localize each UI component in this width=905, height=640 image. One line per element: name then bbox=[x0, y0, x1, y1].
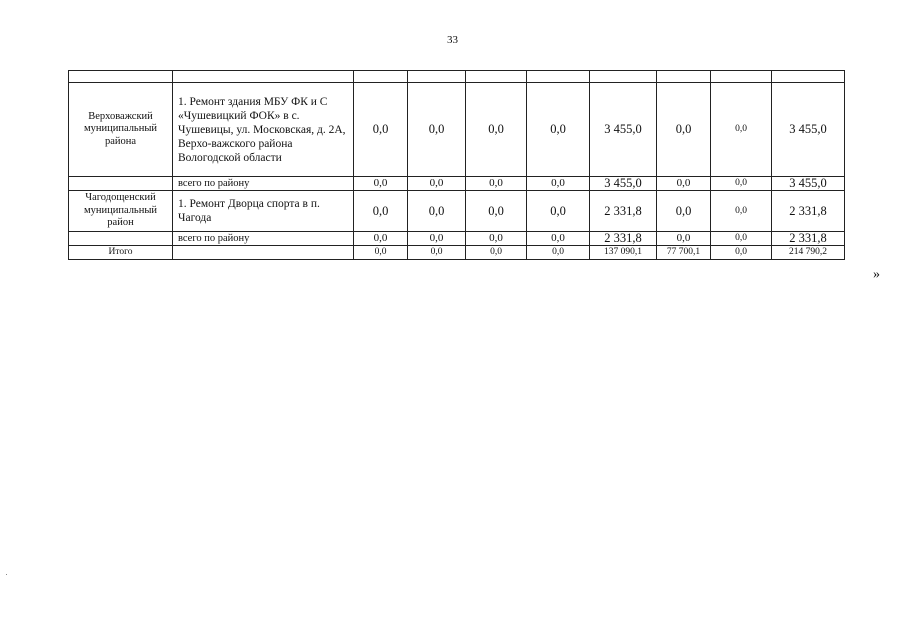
value-cell: 0,0 bbox=[466, 232, 527, 246]
value-cell: 214 790,2 bbox=[772, 246, 845, 260]
subtotal-row bbox=[69, 232, 845, 246]
value-cell: 0,0 bbox=[408, 232, 466, 246]
value-cell: 0,0 bbox=[657, 232, 711, 246]
district-cell: Чагодощенский муниципальный район bbox=[69, 191, 173, 232]
total-row bbox=[69, 246, 845, 260]
table-row bbox=[69, 191, 845, 232]
value-cell: 0,0 bbox=[527, 191, 590, 232]
value-cell: 0,0 bbox=[527, 177, 590, 191]
header-cell bbox=[590, 71, 657, 83]
value-cell: 0,0 bbox=[711, 191, 772, 232]
subtotal-label: всего по району bbox=[173, 177, 354, 191]
value-cell: 0,0 bbox=[466, 246, 527, 260]
value-cell: 0,0 bbox=[354, 246, 408, 260]
budget-table bbox=[68, 70, 845, 260]
value-cell: 0,0 bbox=[408, 83, 466, 177]
value-cell: 0,0 bbox=[354, 177, 408, 191]
header-cell bbox=[354, 71, 408, 83]
value-cell: 0,0 bbox=[466, 191, 527, 232]
table-row bbox=[69, 83, 845, 177]
empty-cell bbox=[69, 232, 173, 246]
closing-quote-mark: » bbox=[873, 267, 880, 282]
header-cell bbox=[173, 71, 354, 83]
header-cell bbox=[69, 71, 173, 83]
margin-dot bbox=[6, 574, 7, 575]
empty-cell bbox=[173, 246, 354, 260]
table-header-row bbox=[69, 71, 845, 83]
header-cell bbox=[772, 71, 845, 83]
value-cell: 0,0 bbox=[711, 246, 772, 260]
subtotal-row bbox=[69, 177, 845, 191]
value-cell: 0,0 bbox=[711, 83, 772, 177]
value-cell: 0,0 bbox=[354, 191, 408, 232]
header-cell bbox=[466, 71, 527, 83]
value-cell: 3 455,0 bbox=[590, 83, 657, 177]
value-cell: 2 331,8 bbox=[772, 191, 845, 232]
value-cell: 77 700,1 bbox=[657, 246, 711, 260]
value-cell: 2 331,8 bbox=[590, 232, 657, 246]
header-cell bbox=[408, 71, 466, 83]
header-cell bbox=[527, 71, 590, 83]
total-label: Итого bbox=[69, 246, 173, 260]
district-cell: Верховажский муниципальный района bbox=[69, 83, 173, 177]
value-cell: 0,0 bbox=[711, 177, 772, 191]
empty-cell bbox=[69, 177, 173, 191]
value-cell: 3 455,0 bbox=[772, 177, 845, 191]
subtotal-label: всего по району bbox=[173, 232, 354, 246]
value-cell: 0,0 bbox=[354, 83, 408, 177]
object-cell: 1. Ремонт Дворца спорта в п. Чагода bbox=[173, 191, 354, 232]
value-cell: 0,0 bbox=[354, 232, 408, 246]
value-cell: 0,0 bbox=[657, 177, 711, 191]
object-cell: 1. Ремонт здания МБУ ФК и С «Чушевицкий ФОК» в с. Чушевицы, ул. Московская, д. 2А, Верхо-важского района Вологодской области bbox=[173, 83, 354, 177]
value-cell: 0,0 bbox=[408, 191, 466, 232]
value-cell: 137 090,1 bbox=[590, 246, 657, 260]
value-cell: 3 455,0 bbox=[590, 177, 657, 191]
value-cell: 2 331,8 bbox=[772, 232, 845, 246]
page-number: 33 bbox=[447, 34, 458, 46]
value-cell: 0,0 bbox=[711, 232, 772, 246]
value-cell: 0,0 bbox=[527, 83, 590, 177]
header-cell bbox=[657, 71, 711, 83]
value-cell: 0,0 bbox=[466, 177, 527, 191]
value-cell: 0,0 bbox=[408, 246, 466, 260]
value-cell: 0,0 bbox=[657, 191, 711, 232]
header-cell bbox=[711, 71, 772, 83]
value-cell: 0,0 bbox=[527, 246, 590, 260]
value-cell: 0,0 bbox=[466, 83, 527, 177]
value-cell: 3 455,0 bbox=[772, 83, 845, 177]
value-cell: 0,0 bbox=[657, 83, 711, 177]
value-cell: 0,0 bbox=[527, 232, 590, 246]
value-cell: 2 331,8 bbox=[590, 191, 657, 232]
value-cell: 0,0 bbox=[408, 177, 466, 191]
